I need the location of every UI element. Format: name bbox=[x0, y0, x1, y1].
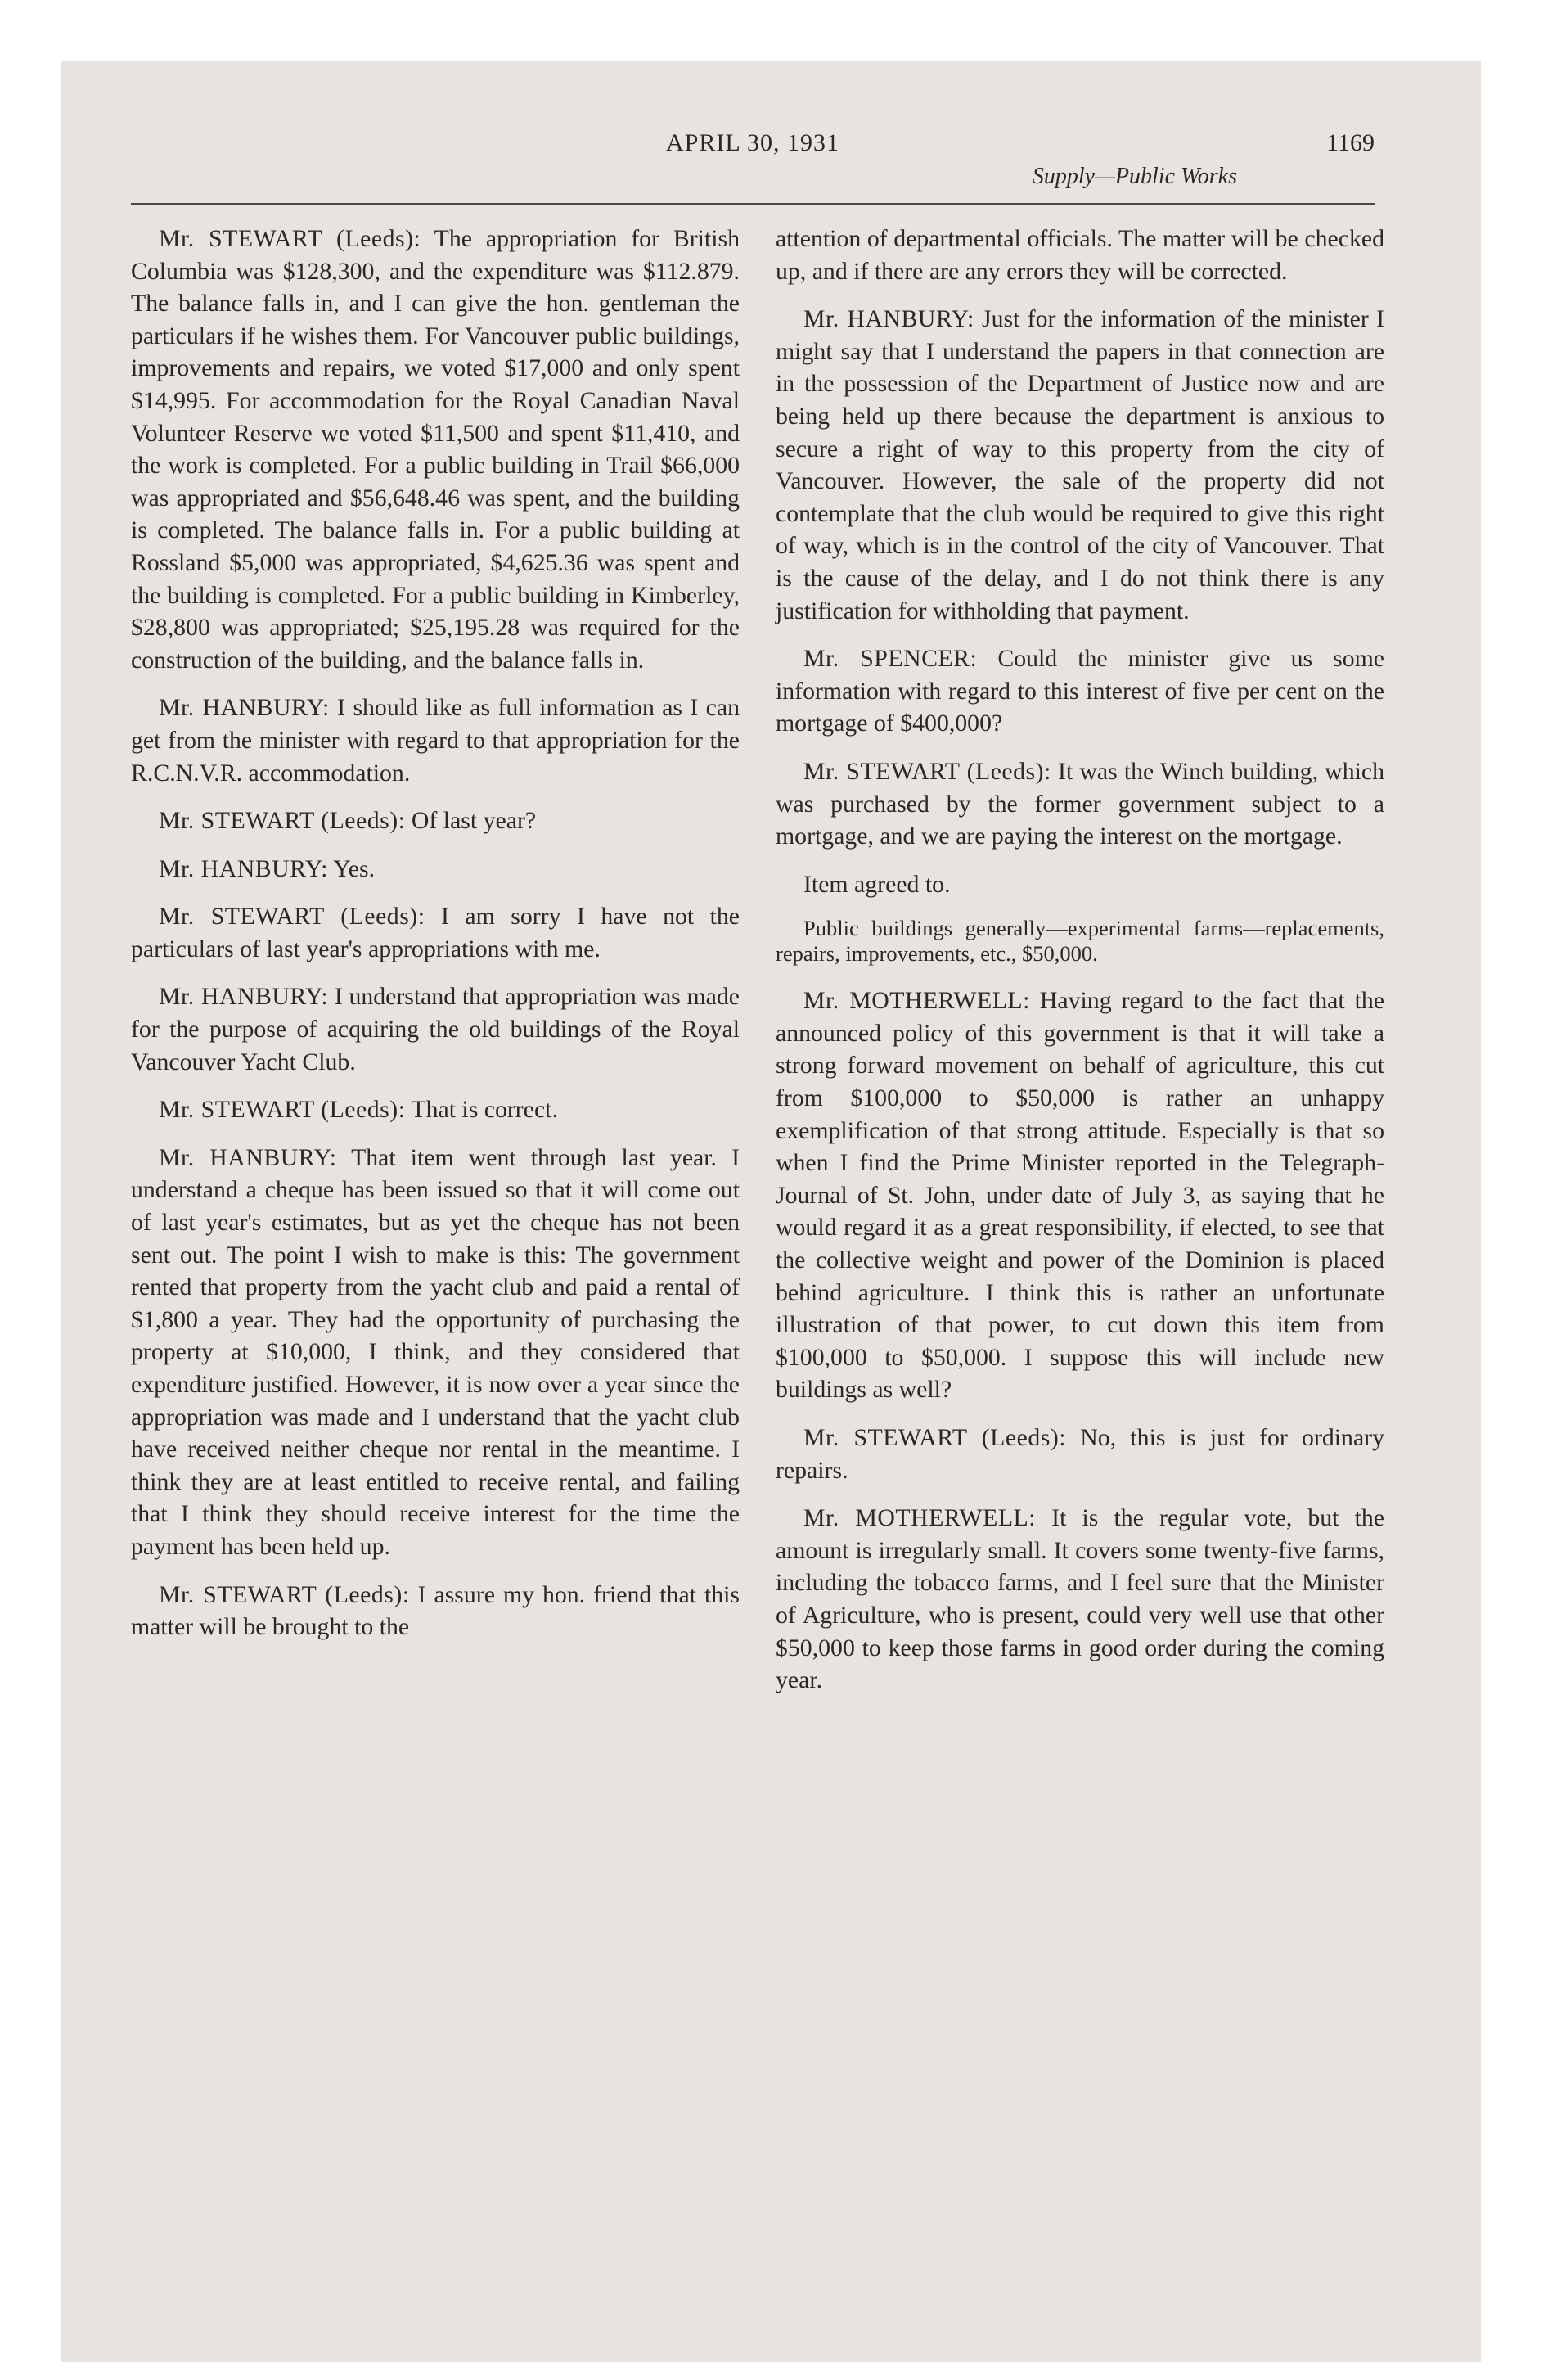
speaker-name: Mr. HANBURY: bbox=[159, 1143, 337, 1171]
speech-text: That is correct. bbox=[411, 1096, 558, 1124]
paragraph bbox=[131, 980, 740, 1078]
speaker-name: Mr. MOTHERWELL: bbox=[803, 1504, 1037, 1532]
paragraph bbox=[131, 853, 740, 886]
speech-text: Item agreed to. bbox=[803, 870, 951, 898]
speech-text: I should like as full information as I can get from the minister with regard to that appropriation for the R.C.N.V.R. accommodation. bbox=[131, 694, 740, 787]
speaker-name: Mr. MOTHERWELL: bbox=[803, 987, 1030, 1015]
item-agreed bbox=[776, 868, 1384, 901]
speaker-name: Mr. HANBURY: bbox=[159, 694, 330, 722]
paragraph bbox=[776, 1422, 1384, 1486]
speaker-name: Mr. STEWART (Leeds): bbox=[159, 1096, 406, 1124]
speaker-name: Mr. HANBURY: bbox=[159, 983, 329, 1011]
speaker-name: Mr. STEWART (Leeds): bbox=[803, 1424, 1067, 1451]
paragraph bbox=[131, 805, 740, 837]
speaker-name: Mr. STEWART (Leeds): bbox=[159, 903, 425, 931]
speaker-name: Mr. HANBURY: bbox=[159, 854, 328, 882]
header-rule bbox=[131, 203, 1375, 205]
paragraph-continuation bbox=[776, 223, 1384, 287]
item-text: Public buildings generally—experimental farms—replacements, repairs, improvements, etc., $50,000. bbox=[776, 916, 1384, 967]
paragraph bbox=[776, 755, 1384, 853]
speech-text: I assure my hon. friend that this matter will be brought to the bbox=[131, 1580, 740, 1641]
speech-text: That item went through last year. I understand a cheque has been issued so that it will come out of last year's estimates, but as yet the cheque has not been sent out. The point I wish to make is this: The government rented that property from the yacht club and paid a rental of $1,800 a year. They had the opportunity of purchasing the property at $10,000, I think, and they considered that expenditure justified. However, it is now over a year since the appropriation was made and I understand that the yacht club have received neither cheque nor rental in the meantime. I think they are at least entitled to receive rental, and failing that I think they should receive interest for the time the payment has been held up. bbox=[131, 1143, 740, 1560]
speech-text: Yes. bbox=[333, 854, 376, 882]
left-column bbox=[131, 223, 740, 1659]
speech-text: I understand that appropriation was made for the purpose of acquiring the old buildings of the Royal Vancouver Yacht Club. bbox=[131, 983, 740, 1075]
paragraph bbox=[131, 223, 740, 676]
speaker-name: Mr. STEWART (Leeds): bbox=[803, 757, 1051, 785]
speech-text: No, this is just for ordinary repairs. bbox=[776, 1424, 1385, 1484]
speech-text: Just for the information of the minister I might say that I understand the papers in that connection are in the possession of the Department of Justice now and are being held up there because the department is anxious to secure a right of way to this property from the city of Vancouver. However, the sale of the property did not contemplate that the club would be required to give this right of way, which is in the control of the city of Vancouver. That is the cause of the delay, and I do not think there is any justification for withholding that payment. bbox=[776, 305, 1384, 624]
speech-text: attention of departmental officials. The matter will be checked up, and if there are any errors they will be corrected. bbox=[776, 225, 1384, 285]
paragraph bbox=[776, 642, 1384, 740]
speaker-name: Mr. HANBURY: bbox=[803, 305, 974, 333]
speaker-name: Mr. STEWART (Leeds): bbox=[159, 807, 406, 835]
paragraph bbox=[131, 692, 740, 789]
speech-text: It was the Winch building, which was purchased by the former government subject to a mortgage, and we are paying the interest on the mortgage. bbox=[776, 757, 1384, 850]
speaker-name: Mr. STEWART (Leeds): bbox=[159, 225, 421, 252]
paragraph bbox=[131, 1093, 740, 1126]
paragraph bbox=[131, 900, 740, 965]
speech-text: Of last year? bbox=[411, 807, 537, 835]
header-date: APRIL 30, 1931 bbox=[665, 129, 840, 156]
paragraph bbox=[131, 1579, 740, 1643]
paragraph bbox=[776, 303, 1384, 627]
page-number: 1169 bbox=[1326, 129, 1375, 156]
speech-text: The appropriation for British Columbia was $128,300, and the expenditure was $112.879. The balance falls in, and I can give the hon. gentleman the particulars if he wishes them. For Vancouver public buildings, improvements and repairs, we voted $17,000 and only spent $14,995. For accommodation for the Royal Canadian Naval Volunteer Reserve we voted $11,500 and spent $11,410, and the work is completed. For a public building in Trail $66,000 was appropriated and $56,648.46 was spent, and the building is completed. The balance falls in. For a public building at Rossland $5,000 was appropriated, $4,625.36 was spent and the building is completed. For a public building in Kimberley, $28,800 was appropriated; $25,195.28 was required for the construction of the building, and the balance falls in. bbox=[131, 225, 740, 674]
paragraph bbox=[776, 985, 1384, 1406]
speaker-name: Mr. STEWART (Leeds): bbox=[159, 1580, 410, 1608]
speech-text: I am sorry I have not the particulars of last year's appropriations with me. bbox=[131, 903, 740, 962]
estimate-item bbox=[776, 916, 1384, 967]
running-head: Supply—Public Works bbox=[1032, 164, 1237, 189]
speech-text: Could the minister give us some information with regard to this interest of five per cent on the mortgage of $400,000? bbox=[776, 645, 1384, 737]
speech-text: Having regard to the fact that the announced policy of this government is that it will take a strong forward movement on behalf of agriculture, this cut from $100,000 to $50,000 is rather an unhappy exemplification of that strong attitude. Especially is that so when I find the Prime Minister reported in the Telegraph-Journal of St. John, under date of July 3, as saying that he would regard it as a great responsibility, if elected, to see that the collective weight and power of the Dominion is placed behind agriculture. I think this is rather an unfortunate illustration of that power, to cut down this item from $100,000 to $50,000. I suppose this will include new buildings as well? bbox=[776, 987, 1384, 1404]
page-header bbox=[131, 129, 1375, 203]
paragraph bbox=[776, 1502, 1384, 1697]
paragraph bbox=[131, 1142, 740, 1563]
speech-text: It is the regular vote, but the amount is irregularly small. It covers some twenty-five farms, including the tobacco farms, and I feel sure that the Minister of Agriculture, who is present, could very well use that other $50,000 to keep those farms in good order during the coming year. bbox=[776, 1504, 1385, 1694]
speaker-name: Mr. SPENCER: bbox=[803, 645, 978, 673]
right-column bbox=[776, 223, 1384, 1712]
